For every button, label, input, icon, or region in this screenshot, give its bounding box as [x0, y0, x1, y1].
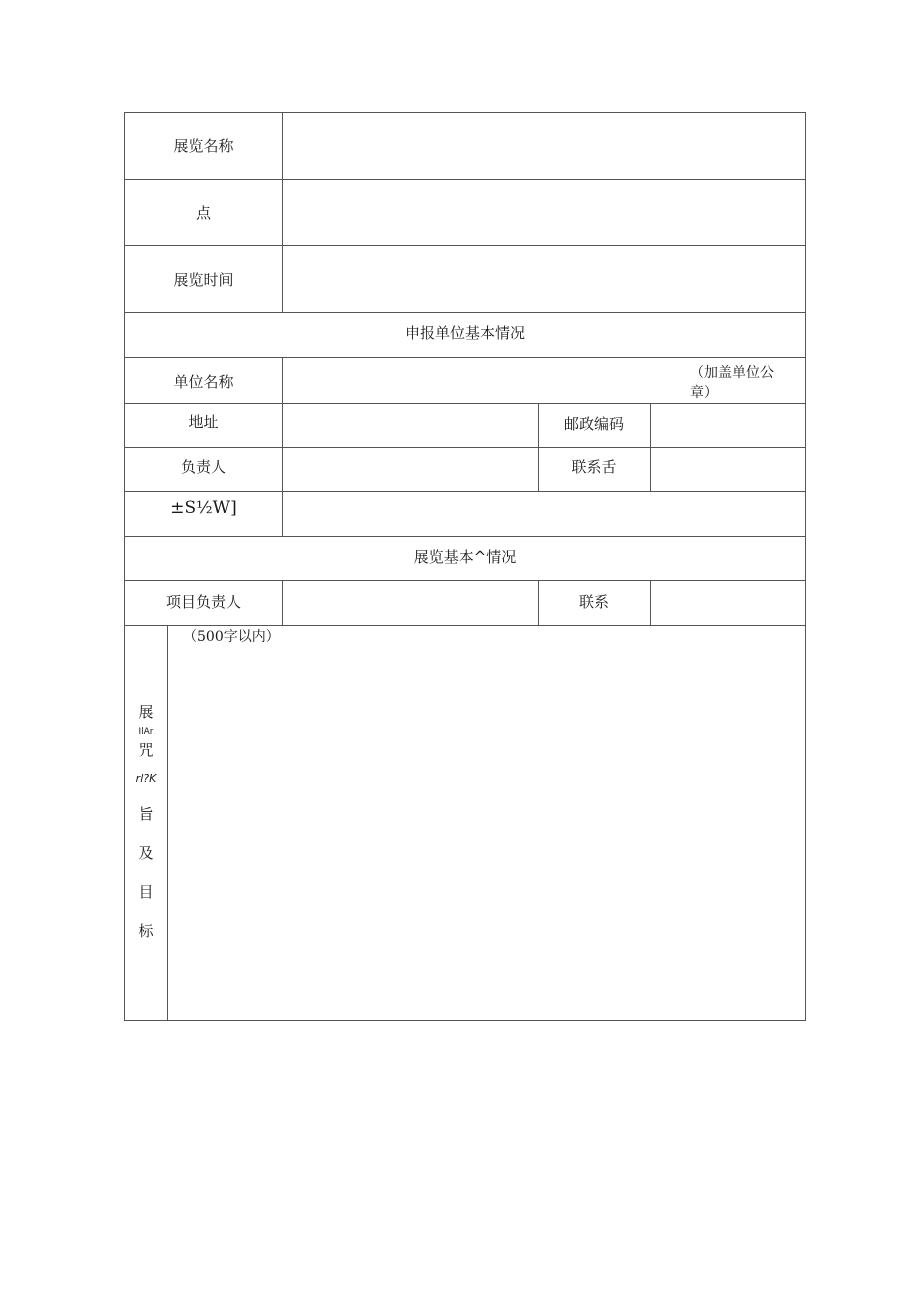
exhibition-time-label: 展览时间 [173, 271, 234, 289]
garbled-field[interactable] [283, 492, 804, 535]
section-exhibition-heading: 展览基本^情况 [413, 548, 517, 566]
exhibition-purpose-vertical-label [125, 626, 167, 1020]
location-label: 点 [195, 204, 211, 222]
unit-stamp-note: （加盖单位公 [690, 365, 774, 381]
contact-label: 联系 [578, 593, 609, 611]
responsible-person-field[interactable] [283, 448, 537, 490]
vertical-char: rl?K [135, 772, 157, 785]
row-divider [125, 536, 805, 537]
exhibition-purpose-textarea[interactable] [168, 626, 804, 1020]
postal-code-label: 邮政编码 [563, 415, 624, 433]
vertical-char: 旨 [138, 805, 154, 823]
exhibition-time-field[interactable] [283, 246, 804, 311]
exhibition-name-label: 展览名称 [173, 137, 234, 155]
contact-phone-field[interactable] [651, 448, 804, 490]
vertical-char: 及 [138, 844, 154, 862]
vertical-char: 目 [138, 883, 154, 901]
vertical-char: 展 [138, 703, 154, 721]
unit-name-label: 单位名称 [173, 373, 234, 391]
vertical-char: 标 [138, 922, 154, 940]
garbled-label: ±S½W] [170, 498, 237, 518]
vertical-char: 咒 [138, 741, 154, 759]
section-applicant-heading: 申报单位基本情况 [404, 324, 525, 342]
address-label: 地址 [188, 413, 219, 431]
unit-stamp-note-cont: 章） [690, 385, 718, 401]
responsible-person-label: 负责人 [180, 458, 226, 476]
project-lead-label: 项目负责人 [165, 593, 241, 611]
location-field[interactable] [283, 180, 804, 244]
vertical-char: IlAr [138, 727, 154, 737]
exhibition-application-form [124, 112, 806, 1021]
exhibition-name-field[interactable] [283, 114, 804, 178]
content-length-note: （500字以内） [183, 629, 280, 645]
address-field[interactable] [283, 404, 537, 446]
row-divider [125, 312, 805, 313]
project-lead-field[interactable] [283, 581, 537, 624]
postal-code-field[interactable] [651, 404, 804, 446]
contact-field[interactable] [651, 581, 804, 624]
contact-phone-label: 联系舌 [571, 458, 617, 476]
